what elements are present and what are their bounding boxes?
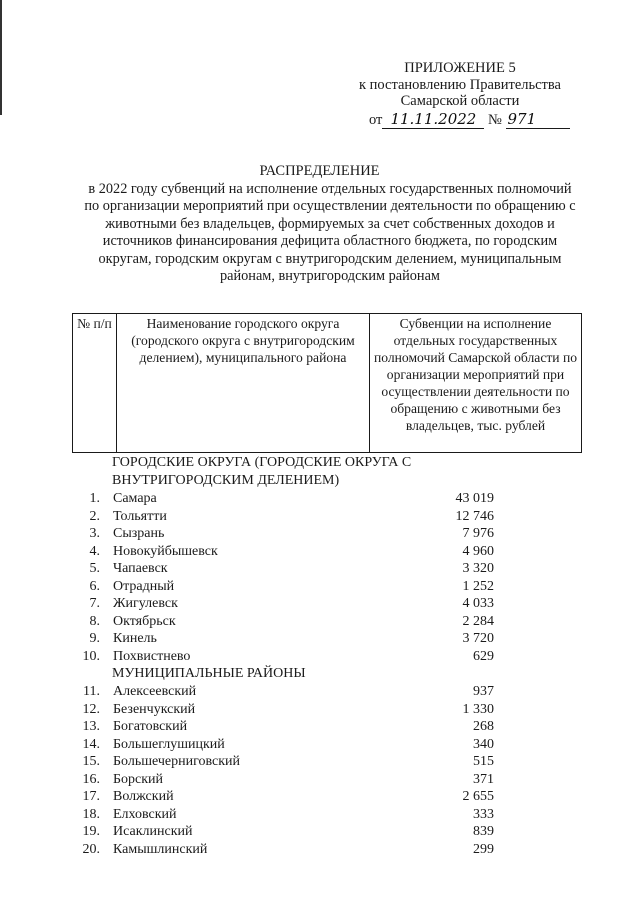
scan-edge-mark	[0, 0, 2, 115]
row-value: 333	[473, 806, 494, 822]
row-value: 2 284	[462, 613, 494, 629]
row-name: Большечерниговский	[113, 754, 241, 769]
row-name: Сызрань	[113, 526, 165, 541]
row-name: Чапаевск	[113, 561, 168, 576]
row-number: 14.	[82, 736, 100, 752]
subtitle-line: источников финансирования дефицита областного бюджета, по городским	[102, 233, 558, 250]
table-row	[0, 806, 639, 824]
appendix-block	[330, 60, 590, 110]
table-row	[0, 560, 639, 578]
header-row	[73, 314, 582, 453]
document-title: РАСПРЕДЕЛЕНИЕ	[259, 163, 380, 179]
table-row	[0, 613, 639, 631]
row-name: Отрадный	[113, 578, 175, 594]
row-name: Исаклинский	[113, 824, 193, 839]
resolution-date-number-line	[369, 110, 570, 129]
row-value: 371	[473, 771, 494, 787]
row-value: 1 252	[462, 578, 494, 594]
row-name: Новокуйбышевск	[113, 543, 218, 559]
subtitle-line: в 2022 году субвенций на исполнение отдельных государственных полномочий	[88, 181, 572, 197]
table-row	[0, 701, 639, 719]
row-value: 515	[473, 754, 494, 769]
table-row	[0, 595, 639, 613]
section-heading-line: ВНУТРИГОРОДСКИМ ДЕЛЕНИЕМ)	[112, 473, 340, 488]
row-name: Волжский	[113, 789, 174, 804]
section-heading-city-districts	[112, 454, 472, 490]
appendix-region: Самарской области	[400, 93, 520, 109]
document-subtitle	[66, 181, 594, 285]
row-number: 16.	[82, 771, 100, 787]
row-name: Богатовский	[113, 719, 188, 734]
row-name: Кинель	[113, 631, 157, 646]
row-value: 2 655	[462, 789, 494, 804]
subtitle-line: по организации мероприятий при осуществлении деятельности по обращению с	[84, 198, 576, 215]
table-row	[0, 683, 639, 701]
table-row	[0, 788, 639, 806]
row-value: 1 330	[462, 701, 494, 717]
row-number: 5.	[89, 561, 100, 576]
row-number: 17.	[82, 789, 100, 804]
header-number: № п/п	[73, 314, 117, 453]
row-value: 3 320	[462, 561, 494, 576]
row-number: 12.	[82, 701, 100, 717]
row-value: 839	[473, 824, 494, 839]
row-name: Камышлинский	[113, 841, 208, 857]
row-value: 299	[473, 841, 494, 857]
row-number: 20.	[82, 841, 100, 857]
table-row	[0, 578, 639, 596]
table-row	[0, 543, 639, 561]
row-number: 2.	[89, 508, 100, 524]
section-heading-line: МУНИЦИПАЛЬНЫЕ РАЙОНЫ	[112, 666, 306, 681]
section-heading-municipal-districts	[112, 665, 472, 683]
row-value: 12 746	[455, 508, 494, 524]
row-value: 43 019	[455, 491, 494, 506]
row-number: 4.	[89, 543, 100, 559]
handwritten-date: 11.11.2022	[382, 110, 484, 129]
row-name: Жигулевск	[113, 596, 178, 611]
header-name: Наименование городского округа (городского округа с внутригородским делением), муниципального района	[117, 314, 370, 453]
number-prefix: №	[488, 112, 502, 128]
row-value: 629	[473, 648, 494, 664]
row-number: 9.	[89, 631, 100, 646]
row-value: 4 960	[462, 543, 494, 559]
table-row	[0, 753, 639, 771]
subtitle-line: округам, городским округам с внутригородским делением, муниципальным	[98, 250, 562, 267]
row-name: Алексеевский	[113, 684, 197, 699]
row-name: Самара	[113, 491, 157, 506]
table-row	[0, 718, 639, 736]
row-name: Октябрьск	[113, 613, 176, 629]
row-value: 268	[473, 719, 494, 734]
row-value: 340	[473, 736, 494, 752]
row-number: 11.	[83, 684, 100, 699]
row-number: 7.	[89, 596, 100, 611]
row-number: 15.	[82, 754, 100, 769]
row-number: 18.	[82, 806, 100, 822]
table-row	[0, 525, 639, 543]
table-row	[0, 630, 639, 648]
row-number: 13.	[82, 719, 100, 734]
row-value: 3 720	[462, 631, 494, 646]
subtitle-line: животными без владельцев, формируемых за счет собственных доходов и	[105, 215, 555, 232]
row-name: Тольятти	[113, 508, 167, 524]
distribution-table-header	[72, 313, 582, 453]
handwritten-number: 971	[506, 110, 570, 129]
table-row	[0, 771, 639, 789]
appendix-title: ПРИЛОЖЕНИЕ 5	[404, 60, 516, 76]
row-number: 1.	[89, 491, 100, 506]
row-number: 8.	[89, 613, 100, 629]
section-heading-line: ГОРОДСКИЕ ОКРУГА (ГОРОДСКИЕ ОКРУГА С	[112, 455, 412, 470]
row-value: 7 976	[462, 526, 494, 541]
row-number: 19.	[82, 824, 100, 839]
subtitle-line: районам, внутригородским районам	[220, 268, 440, 285]
appendix-resolution: к постановлению Правительства	[359, 76, 561, 93]
row-value: 4 033	[462, 596, 494, 611]
row-name: Безенчукский	[113, 701, 196, 717]
table-row	[0, 490, 639, 508]
row-number: 6.	[89, 578, 100, 594]
row-name: Борский	[113, 771, 164, 787]
table-row	[0, 508, 639, 526]
row-name: Елховский	[113, 806, 177, 822]
from-prefix: от	[369, 112, 383, 128]
row-number: 10.	[82, 648, 100, 664]
row-value: 937	[473, 684, 494, 699]
header-value: Субвенции на исполнение отдельных государственных полномочий Самарской области по организации мероприятий при осуществлении деятельности по обращению с животными без владельцев, тыс. рублей	[370, 314, 582, 453]
row-name: Большеглушицкий	[113, 736, 225, 752]
table-row	[0, 736, 639, 754]
table-row	[0, 823, 639, 841]
row-number: 3.	[89, 526, 100, 541]
row-name: Похвистнево	[113, 648, 191, 664]
table-row	[0, 841, 639, 859]
table-row	[0, 648, 639, 666]
